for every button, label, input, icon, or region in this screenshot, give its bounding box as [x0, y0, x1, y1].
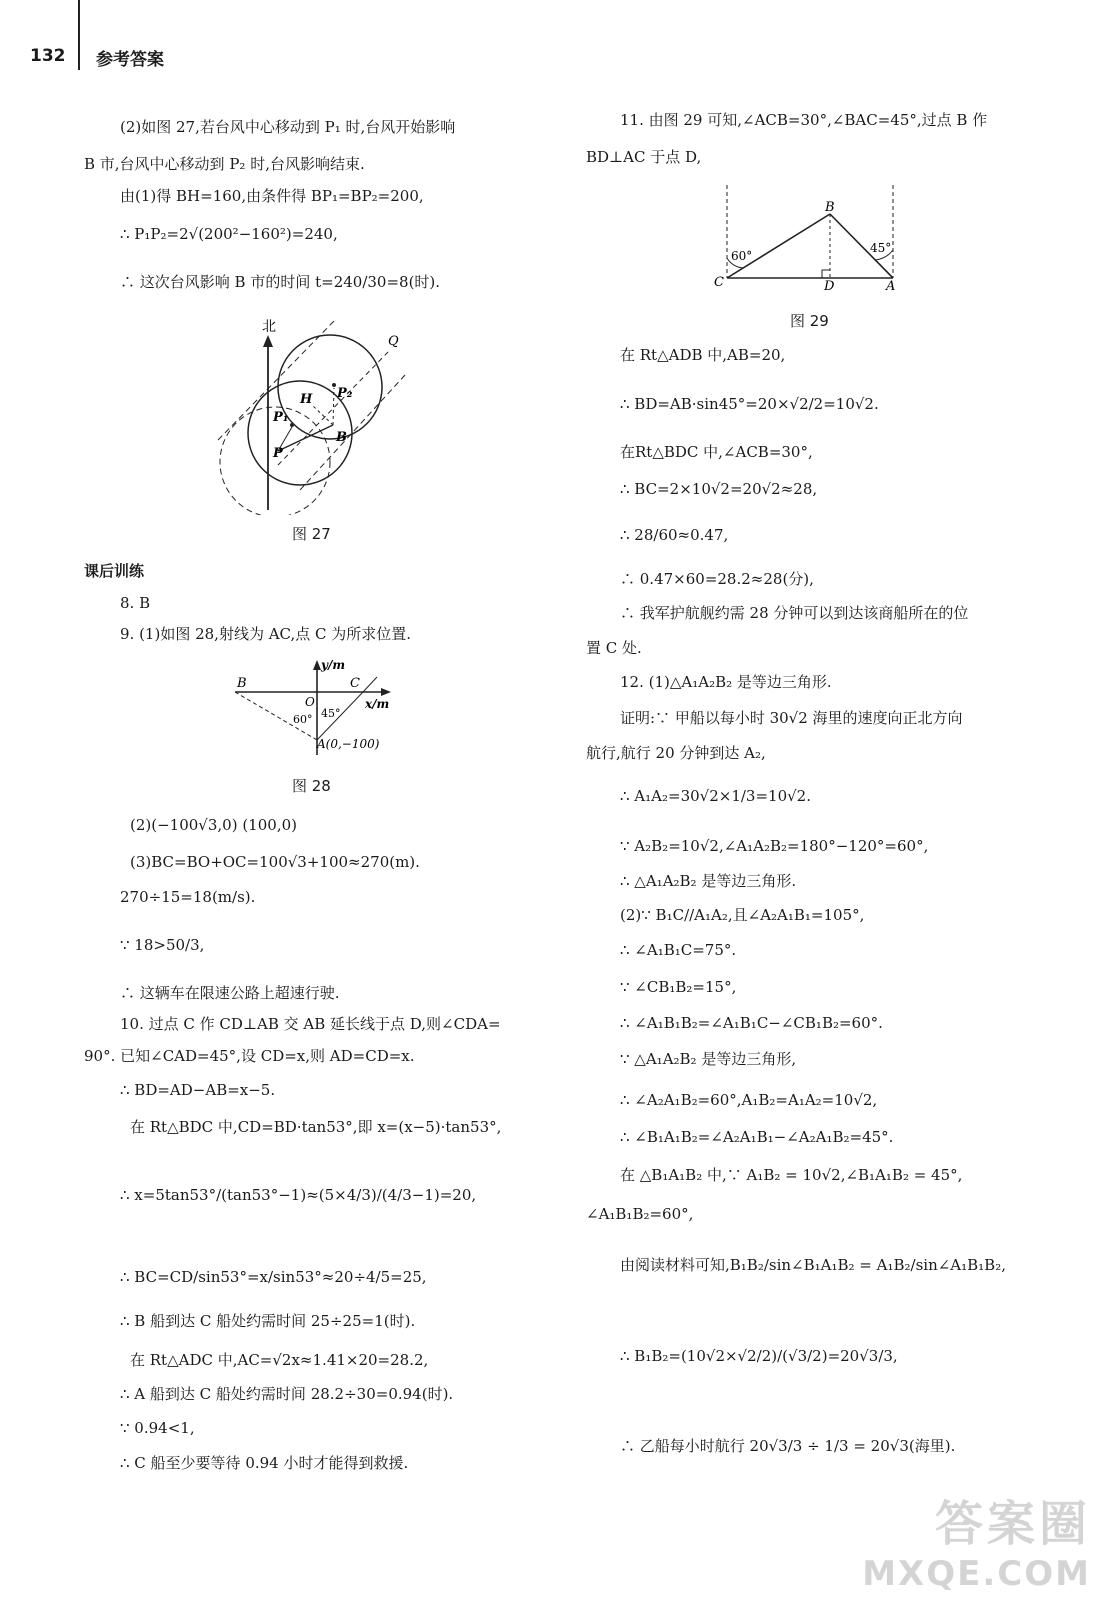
label-p1: P₁ — [273, 410, 289, 425]
label-a: A(0,−100) — [317, 737, 380, 751]
label-b: B — [825, 200, 835, 215]
text-line: ∴ C 船至少要等待 0.94 小时才能得到救援. — [120, 1454, 409, 1472]
text-line: ∵ ∠CB₁B₂=15°, — [620, 978, 737, 996]
watermark — [862, 1485, 1091, 1594]
text-line: 在Rt△BDC 中,∠ACB=30°, — [620, 443, 813, 461]
text-line: ∴ 这次台风影响 B 市的时间 t=240/30=8(时). — [120, 273, 441, 291]
label-q: Q — [388, 334, 399, 349]
text-line: 9. (1)如图 28,射线为 AC,点 C 为所求位置. — [120, 625, 412, 643]
text-line: ∴ A₁A₂=30√2×1/3=10√2. — [620, 787, 811, 805]
page-title: 参考答案 — [96, 50, 164, 70]
text-line: 270÷15=18(m/s). — [120, 888, 256, 906]
text-line: 证明:∵ 甲船以每小时 30√2 海里的速度向正北方向 — [620, 709, 963, 727]
figure-27 — [200, 315, 430, 515]
header-divider — [78, 0, 80, 70]
text-line: ∵ 0.94<1, — [120, 1419, 195, 1437]
text-line: ∴ 我军护航舰约需 28 分钟可以到达该商船所在的位 — [620, 604, 969, 622]
label-d: D — [824, 279, 835, 294]
text-line: ∴ 28/60≈0.47, — [620, 526, 729, 544]
label-b: B — [336, 430, 347, 445]
label-b: B — [237, 676, 247, 691]
text-line: 8. B — [120, 594, 151, 612]
section-heading: 课后训练 — [84, 562, 145, 580]
text-line: ∴ BD=AD−AB=x−5. — [120, 1081, 276, 1099]
text-line: 在 Rt△BDC 中,CD=BD·tan53°,即 x=(x−5)·tan53°, — [130, 1118, 502, 1136]
text-line: BD⊥AC 于点 D, — [586, 148, 702, 166]
text-line: ∴ ∠A₁B₁C=75°. — [620, 941, 737, 959]
text-line: ∴ 0.47×60=28.2≈28(分), — [620, 570, 814, 588]
text-line: ∴ 乙船每小时航行 20√3/3 ÷ 1/3 = 20√3(海里). — [620, 1437, 956, 1455]
figure-29 — [710, 180, 910, 295]
text-line: ∴ B₁B₂=(10√2×√2/2)/(√3/2)=20√3/3, — [620, 1347, 898, 1365]
text-line: ∵ A₂B₂=10√2,∠A₁A₂B₂=180°−120°=60°, — [620, 837, 929, 855]
text-line: 90°. 已知∠CAD=45°,设 CD=x,则 AD=CD=x. — [84, 1047, 415, 1065]
label-h: H — [300, 392, 313, 407]
text-line: ∴ 这辆车在限速公路上超速行驶. — [120, 984, 340, 1002]
label-c: C — [714, 275, 724, 290]
text-line: ∴ △A₁A₂B₂ 是等边三角形. — [620, 872, 797, 890]
label-p2: P₂ — [337, 386, 353, 401]
text-line: ∴ A 船到达 C 船处约需时间 28.2÷30=0.94(时). — [120, 1385, 454, 1403]
text-line: 10. 过点 C 作 CD⊥AB 交 AB 延长线于点 D,则∠CDA= — [120, 1015, 501, 1033]
text-line: B 市,台风中心移动到 P₂ 时,台风影响结束. — [84, 155, 365, 173]
text-line: ∴ BC=CD/sin53°=x/sin53°≈20÷4/5=25, — [120, 1268, 427, 1286]
figure-27-caption: 图 27 — [292, 525, 331, 543]
text-line: 11. 由图 29 可知,∠ACB=30°,∠BAC=45°,过点 B 作 — [620, 111, 988, 129]
text-line: (3)BC=BO+OC=100√3+100≈270(m). — [130, 853, 420, 871]
text-line: (2)(−100√3,0) (100,0) — [130, 816, 297, 834]
text-line: ∴ ∠B₁A₁B₂=∠A₂A₁B₁−∠A₂A₁B₂=45°. — [620, 1128, 894, 1146]
label-x-axis: x/m — [365, 697, 390, 711]
text-line: ∴ ∠A₂A₁B₂=60°,A₁B₂=A₁A₂=10√2, — [620, 1091, 878, 1109]
text-line: 在 △B₁A₁B₂ 中,∵ A₁B₂ = 10√2,∠B₁A₁B₂ = 45°, — [620, 1166, 963, 1184]
text-line: ∴ ∠A₁B₁B₂=∠A₁B₁C−∠CB₁B₂=60°. — [620, 1014, 883, 1032]
text-line: 在 Rt△ADC 中,AC=√2x≈1.41×20=28.2, — [130, 1351, 429, 1369]
angle-60: 60° — [293, 713, 313, 726]
angle-45: 45° — [870, 241, 892, 255]
text-line: 12. (1)△A₁A₂B₂ 是等边三角形. — [620, 673, 832, 691]
watermark-text: 答案圈 — [934, 1496, 1091, 1552]
label-y-axis: y/m — [321, 658, 346, 672]
text-line: (2)∵ B₁C//A₁A₂,且∠A₂A₁B₁=105°, — [620, 906, 865, 924]
text-line: ∴ BC=2×10√2=20√2≈28, — [620, 480, 818, 498]
text-line: 航行,航行 20 分钟到达 A₂, — [586, 744, 766, 762]
text-line: ∴ B 船到达 C 船处约需时间 25÷25=1(时). — [120, 1312, 416, 1330]
north-label: 北 — [262, 319, 276, 335]
text-line: 在 Rt△ADB 中,AB=20, — [620, 346, 786, 364]
text-line: ∴ BD=AB·sin45°=20×√2/2=10√2. — [620, 395, 879, 413]
text-line: ∵ △A₁A₂B₂ 是等边三角形, — [620, 1050, 797, 1068]
page-number: 132 — [30, 46, 66, 66]
text-line: 置 C 处. — [586, 639, 642, 657]
text-line: ∠A₁B₁B₂=60°, — [586, 1205, 694, 1223]
label-a: A — [886, 279, 896, 294]
text-line: ∴ x=5tan53°/(tan53°−1)≈(5×4/3)/(4/3−1)=20, — [120, 1186, 477, 1204]
text-line: 由阅读材料可知,B₁B₂/sin∠B₁A₁B₂ = A₁B₂/sin∠A₁B₁B₂, — [620, 1256, 1006, 1274]
text-line: 由(1)得 BH=160,由条件得 BP₁=BP₂=200, — [120, 187, 424, 205]
angle-60: 60° — [731, 249, 753, 263]
text-line: (2)如图 27,若台风中心移动到 P₁ 时,台风开始影响 — [120, 118, 456, 136]
label-p: P — [273, 446, 283, 461]
figure-28 — [225, 655, 405, 760]
figure-29-caption: 图 29 — [790, 312, 829, 330]
text-line: ∴ P₁P₂=2√(200²−160²)=240, — [120, 225, 338, 243]
figure-28-caption: 图 28 — [292, 777, 331, 795]
angle-45: 45° — [321, 707, 341, 720]
watermark-url: MXQE.COM — [862, 1554, 1091, 1594]
label-c: C — [350, 676, 360, 691]
label-o: O — [305, 695, 315, 709]
text-line: ∵ 18>50/3, — [120, 936, 205, 954]
